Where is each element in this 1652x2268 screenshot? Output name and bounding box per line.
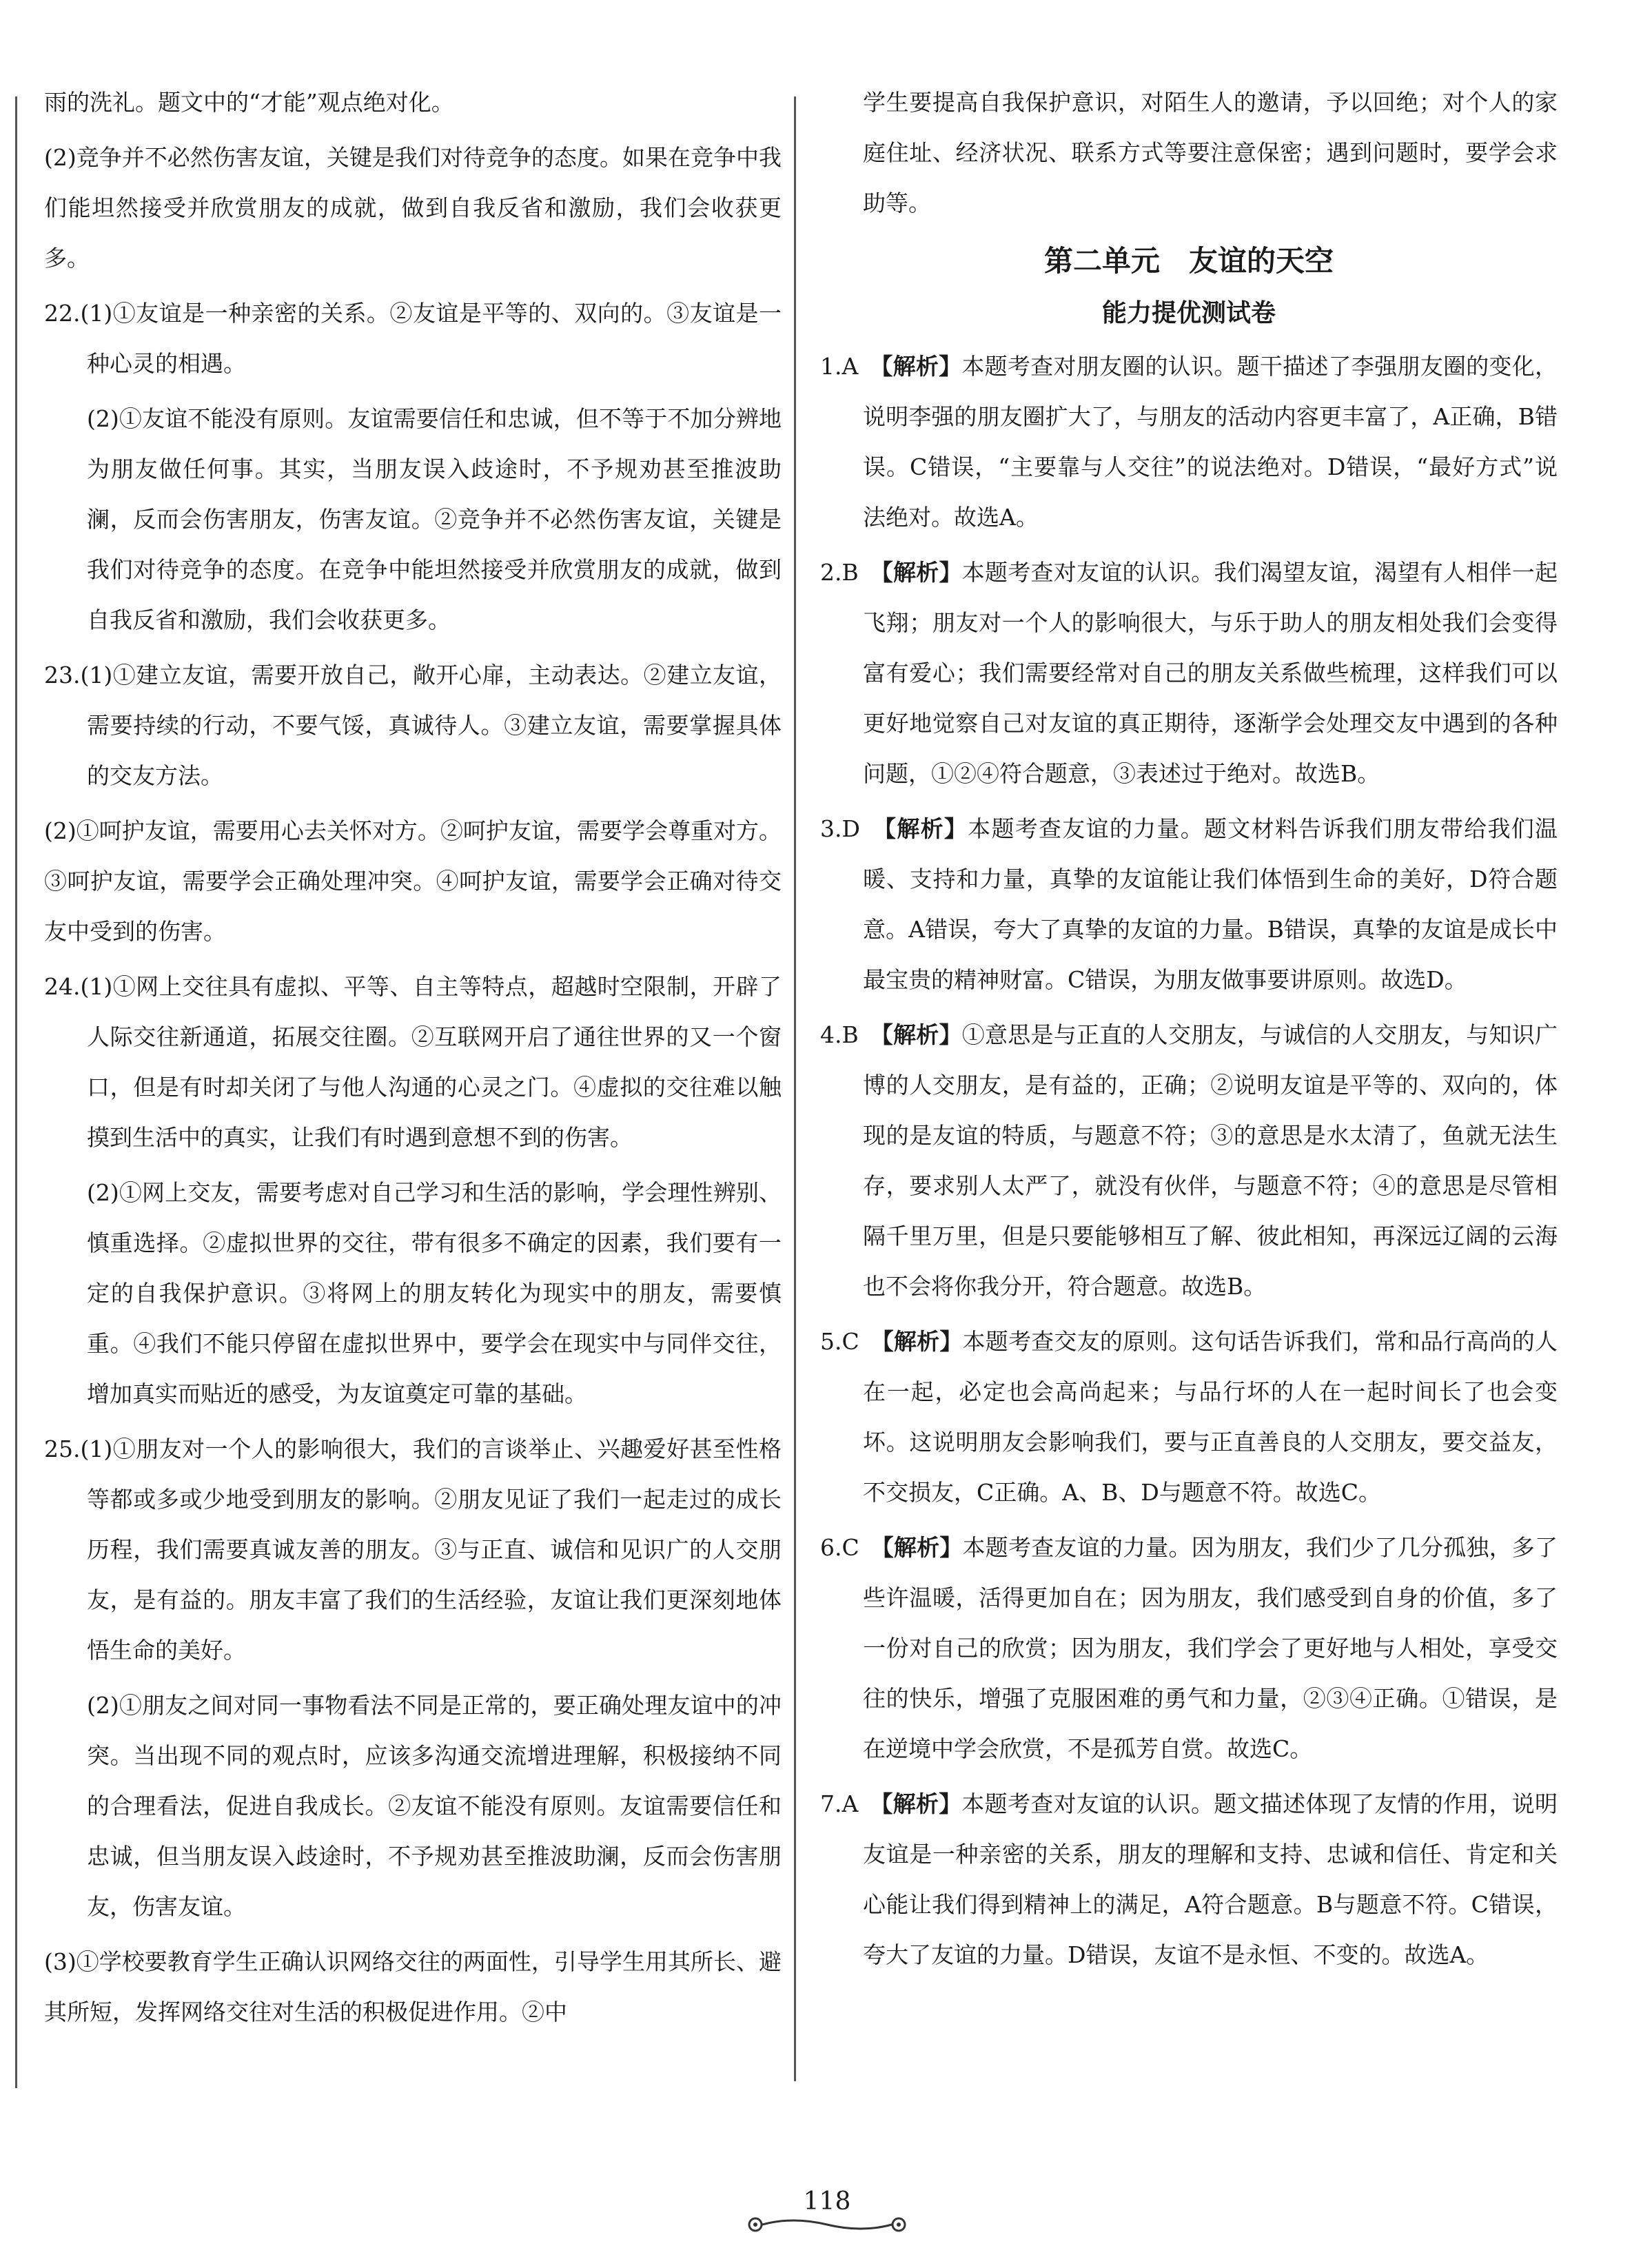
- answer-item: [820, 547, 1558, 799]
- analysis-tag: 【解析】: [881, 1021, 962, 1048]
- answer-text: ①意思是与正直的人交朋友，与诚信的人交朋友，与知识广博的人交朋友，是有益的，正确；②说明友谊是平等的、双向的，体现的是友谊的特质，与题意不符；③的意思是水太清了，鱼就无法生存，要求别人太严了，就没有伙伴，与题意不符；④的意思是尽管相隔千里万里，但是只要能够相互了解、彼此相知，再深远辽阔的云海也不会将你我分开，符合题意。故选B。: [863, 1021, 1558, 1300]
- answer-item: [820, 1779, 1558, 1980]
- answer-item: [820, 1010, 1558, 1311]
- analysis-tag: 【解析】: [882, 1534, 963, 1561]
- right-continuation-paragraph: 学生要提高自我保护意识，对陌生人的邀请，予以回绝；对个人的家庭住址、经济状况、联系方式等要注意保密；遇到问题时，要学会求助等。: [863, 89, 1558, 216]
- answer-number: 6.C: [820, 1534, 859, 1561]
- answer-number: 2.B: [820, 559, 859, 586]
- left-paragraph: 25.(1)①朋友对一个人的影响很大，我们的言谈举止、兴趣爱好甚至性格等都或多或少地受到朋友的影响。②朋友见证了我们一起走过的成长历程，我们需要真诚友善的朋友。③与正直、诚信和见识广的人交朋友，是有益的。朋友丰富了我们的生活经验，友谊让我们更深刻地体悟生命的美好。: [44, 1436, 782, 1664]
- left-paragraph: (2)①呵护友谊，需要用心去关怀对方。②呵护友谊，需要学会尊重对方。③呵护友谊，需要学会正确处理冲突。④呵护友谊，需要学会正确对待交友中受到的伤害。: [44, 817, 782, 945]
- answer-number: 1.A: [820, 353, 859, 380]
- left-paragraph: 23.(1)①建立友谊，需要开放自己，敞开心扉，主动表达。②建立友谊，需要持续的行动，不要气馁，真诚待人。③建立友谊，需要掌握具体的交友方法。: [44, 662, 782, 789]
- analysis-tag: 【解析】: [881, 1790, 962, 1817]
- answer-text: 本题考查友谊的力量。因为朋友，我们少了几分孤独，多了些许温暖，活得更加自在；因为朋友，我们感受到自身的价值，多了一份对自己的欣赏；因为朋友，我们学会了更好地与人相处，享受交往的快乐，增强了克服困难的勇气和力量，②③④正确。①错误，是在逆境中学会欣赏，不是孤芳自赏。故选C。: [863, 1534, 1558, 1762]
- answer-number: 3.D: [820, 815, 860, 842]
- left-column: [44, 77, 782, 2042]
- answer-text: 本题考查对朋友圈的认识。题干描述了李强朋友圈的变化，说明李强的朋友圈扩大了，与朋友的活动内容更丰富了，A正确，B错误。C错误，“主要靠与人交往”的说法绝对。D错误，“最好方式”说法绝对。故选A。: [863, 353, 1558, 531]
- answer-number: 5.C: [820, 1328, 859, 1355]
- left-paragraph: 24.(1)①网上交往具有虚拟、平等、自主等特点，超越时空限制，开辟了人际交往新通道，拓展交往圈。②互联网开启了通往世界的又一个窗口，但是有时却关闭了与他人沟通的心灵之门。④虚拟的交往难以触摸到生活中的真实，让我们有时遇到意想不到的伤害。: [44, 973, 782, 1151]
- analysis-tag: 【解析】: [884, 815, 968, 842]
- right-column: [820, 77, 1558, 1985]
- answer-item: [820, 1522, 1558, 1774]
- unit-title: 第二单元 友谊的天空: [1043, 244, 1334, 278]
- footer-ornament-icon: [744, 2212, 910, 2237]
- answer-number: 4.B: [820, 1021, 859, 1048]
- answer-text: 本题考查对友谊的认识。题文描述体现了友情的作用，说明友谊是一种亲密的关系，朋友的理解和支持、忠诚和信任、肯定和关心能让我们得到精神上的满足，A符合题意。B与题意不符。C错误，夸大了友谊的力量。D错误，友谊不是永恒、不变的。故选A。: [863, 1790, 1558, 1968]
- answer-text: 本题考查对友谊的认识。我们渴望友谊，渴望有人相伴一起飞翔；朋友对一个人的影响很大，与乐于助人的朋友相处我们会变得富有爱心；我们需要经常对自己的朋友关系做些梳理，这样我们可以更好地觉察自己对友谊的真正期待，逐渐学会处理交友中遇到的各种问题，①②④符合题意，③表述过于绝对。故选B。: [863, 559, 1558, 787]
- answer-text: 本题考查交友的原则。这句话告诉我们，常和品行高尚的人在一起，必定也会高尚起来；与品行坏的人在一起时间长了也会变坏。这说明朋友会影响我们，要与正直善良的人交朋友，要交益友，不交损友，C正确。A、B、D与题意不符。故选C。: [863, 1328, 1558, 1506]
- page-number: 118: [803, 2187, 851, 2216]
- test-title: 能力提优测试卷: [1101, 299, 1276, 327]
- left-paragraph: (2)①友谊不能没有原则。友谊需要信任和忠诚，但不等于不加分辨地为朋友做任何事。其实，当朋友误入歧途时，不予规劝甚至推波助澜，反而会伤害朋友，伤害友谊。②竞争并不必然伤害友谊，关键是我们对待竞争的态度。在竞争中能坦然接受并欣赏朋友的成就，做到自我反省和激励，我们会收获更多。: [87, 405, 782, 633]
- analysis-tag: 【解析】: [882, 1328, 963, 1355]
- answer-item: [820, 341, 1558, 542]
- answer-text: 本题考查友谊的力量。题文材料告诉我们朋友带给我们温暖、支持和力量，真挚的友谊能让我们体悟到生命的美好，D符合题意。A错误，夸大了真挚的友谊的力量。B错误，真挚的友谊是成长中最宝贵的精神财富。C错误，为朋友做事要讲原则。故选D。: [863, 815, 1558, 993]
- analysis-tag: 【解析】: [881, 353, 962, 380]
- column-divider: [794, 96, 796, 2081]
- answer-item: [820, 804, 1558, 1005]
- left-paragraph: (2)①网上交友，需要考虑对自己学习和生活的影响，学会理性辨别、慎重选择。②虚拟世界的交往，带有很多不确定的因素，我们要有一定的自我保护意识。③将网上的朋友转化为现实中的朋友，需要慎重。④我们不能只停留在虚拟世界中，要学会在现实中与同伴交往，增加真实而贴近的感受，为友谊奠定可靠的基础。: [87, 1179, 782, 1407]
- left-paragraph: 22.(1)①友谊是一种亲密的关系。②友谊是平等的、双向的。③友谊是一种心灵的相遇。: [44, 300, 782, 377]
- answer-item: [820, 1316, 1558, 1518]
- left-paragraph: 雨的洗礼。题文中的“才能”观点绝对化。: [44, 89, 454, 116]
- left-paragraph: (2)竞争并不必然伤害友谊，关键是我们对待竞争的态度。如果在竞争中我们能坦然接受并欣赏朋友的成就，做到自我反省和激励，我们会收获更多。: [44, 144, 782, 272]
- analysis-tag: 【解析】: [881, 559, 962, 586]
- answer-number: 7.A: [820, 1790, 859, 1817]
- left-paragraph: (3)①学校要教育学生正确认识网络交往的两面性，引导学生用其所长、避其所短，发挥网络交往对生活的积极促进作用。②中: [44, 1948, 782, 2025]
- left-paragraph: (2)①朋友之间对同一事物看法不同是正常的，要正确处理友谊中的冲突。当出现不同的观点时，应该多沟通交流增进理解，积极接纳不同的合理看法，促进自我成长。②友谊不能没有原则。友谊需要信任和忠诚，但当朋友误入歧途时，不予规劝甚至推波助澜，反而会伤害朋友，伤害友谊。: [87, 1692, 782, 1920]
- page-footer: [0, 2185, 1652, 2240]
- left-margin-rule: [15, 96, 17, 2088]
